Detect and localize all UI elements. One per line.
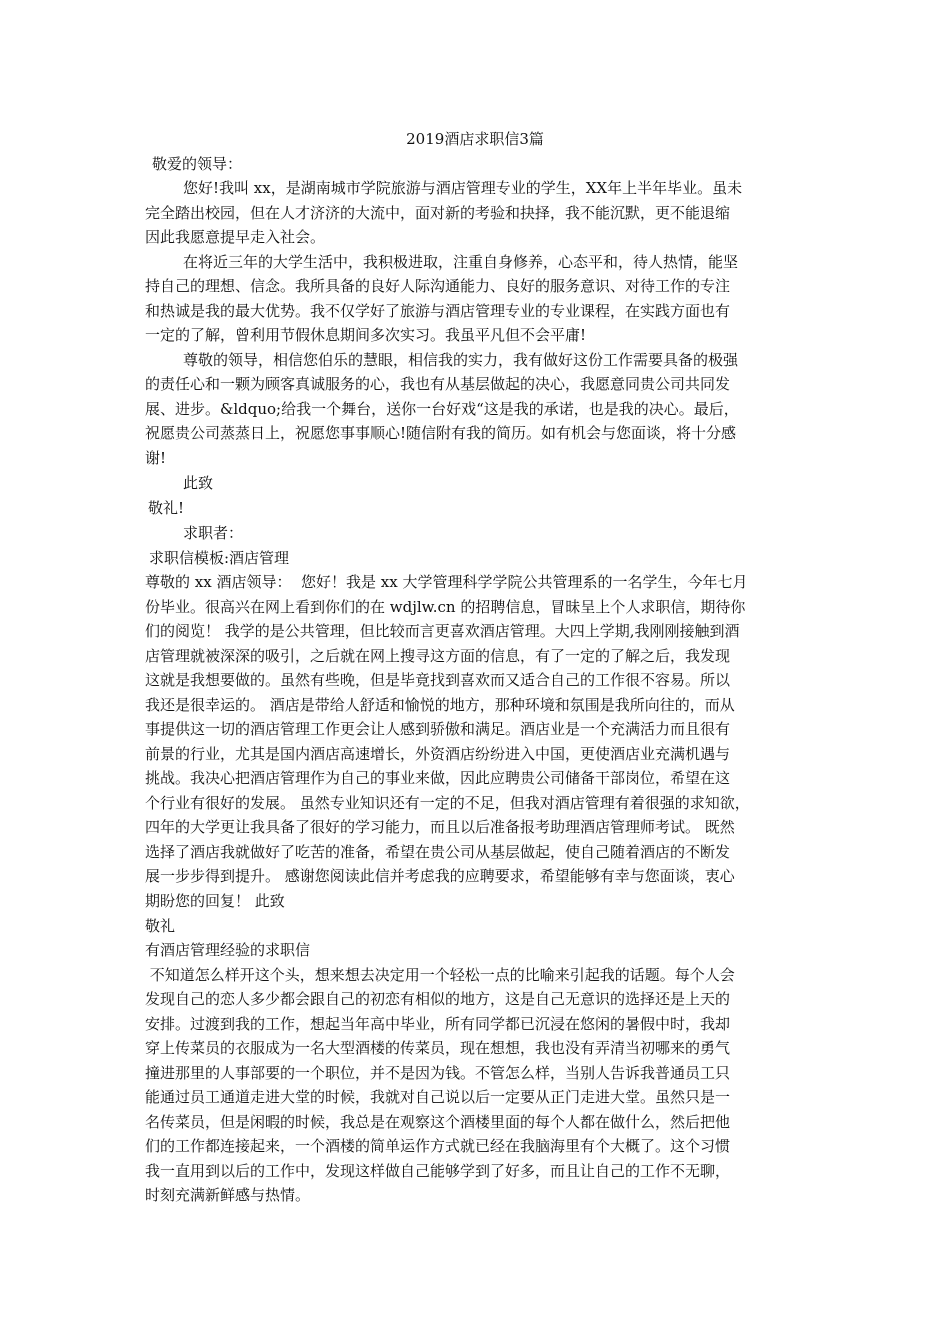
letter1-p3-line: 祝愿贵公司蒸蒸日上，祝愿您事事顺心!随信附有我的简历。如有机会与您面谈，将十分感 [145,424,737,442]
letter2-line: 尊敬的 xx 酒店领导： 您好！我是 xx 大学管理科学学院公共管理系的一名学生，今年七月 [145,573,748,591]
letter3-line: 能通过员工通道走进大堂的时候，我就对自己说以后一定要从正门走进大堂。虽然只是一 [145,1088,731,1106]
letter3-line: 们的工作都连接起来，一个酒楼的简单运作方式就已经在我脑海里有个大概了。这个习惯 [145,1137,731,1155]
letter2-line: 们的阅览！ 我学的是公共管理，但比较而言更喜欢酒店管理。大四上学期,我刚刚接触到酒 [145,622,740,640]
letter3-line: 安排。过渡到我的工作，想起当年高中毕业，所有同学都已沉浸在悠闲的暑假中时，我却 [145,1015,731,1033]
letter2-line: 选择了酒店我就做好了吃苦的准备，希望在贵公司从基层做起，使自己随着酒店的不断发 [145,843,731,861]
letter2-line: 我还是很幸运的。 酒店是带给人舒适和愉悦的地方，那种环境和氛围是我所向往的，而从 [145,696,735,714]
letter2-line: 个行业有很好的发展。 虽然专业知识还有一定的不足，但我对酒店管理有着很强的求知欲， [145,794,750,812]
letter1-p2-line: 在将近三年的大学生活中，我积极进取，注重自身修养，心态平和，待人热情，能坚 [183,253,739,271]
letter1-p2-line: 持自己的理想、信念。我所具备的良好人际沟通能力、良好的服务意识、对待工作的专注 [145,277,731,295]
letter3-line: 我一直用到以后的工作中，发现这样做自己能够学到了好多，而且让自己的工作不无聊， [145,1162,731,1180]
letter2-line: 店管理就被深深的吸引，之后就在网上搜寻这方面的信息，有了一定的了解之后，我发现 [145,647,731,665]
letter1-p3-line: 尊敬的领导，相信您伯乐的慧眼，相信我的实力，我有做好这份工作需要具备的极强 [183,351,739,369]
letter1-p2-line: 和热诚是我的最大优势。我不仅学好了旅游与酒店管理专业的专业课程，在实践方面也有 [145,302,731,320]
letter3-line: 撞进那里的人事部要的一个职位，并不是因为钱。不管怎么样，当别人告诉我普通员工只 [145,1064,731,1082]
letter1-p3-line: 展、进步。&ldquo;给我一个舞台，送你一台好戏“这是我的承诺，也是我的决心。最后， [145,400,739,418]
letter1-p3-line: 谢! [145,449,167,467]
letter2-closing: 敬礼 [145,917,176,935]
letter3-line: 时刻充满新鲜感与热情。 [145,1186,311,1204]
letter2-line: 挑战。我决心把酒店管理作为自己的事业来做，因此应聘贵公司储备干部岗位，希望在这 [145,769,731,787]
letter3-heading: 有酒店管理经验的求职信 [145,941,311,959]
letter1-signature: 求职者： [183,524,244,542]
letter3-line: 发现自己的恋人多少都会跟自己的初恋有相似的地方，这是自己无意识的选择还是上天的 [145,990,731,1008]
letter1-salutation: 敬爱的领导： [152,155,243,173]
letter2-line: 前景的行业，尤其是国内酒店高速增长，外资酒店纷纷进入中国，更使酒店业充满机遇与 [145,745,731,763]
letter1-p1-line: 完全踏出校园，但在人才济济的大流中，面对新的考验和抉择，我不能沉默，更不能退缩 [145,204,731,222]
letter2-line: 期盼您的回复！ 此致 [145,892,285,910]
letter2-heading: 求职信模板:酒店管理 [149,549,290,567]
letter1-closing: 此致 [183,474,214,492]
letter2-line: 份毕业。很高兴在网上看到你们的在 wdjlw.cn 的招聘信息，冒昧呈上个人求职信，期待你 [145,598,746,616]
letter2-line: 事提供这一切的酒店管理工作更会让人感到骄傲和满足。酒店业是一个充满活力而且很有 [145,720,731,738]
letter1-p1-line: 因此我愿意提早走入社会。 [145,228,326,246]
letter1-p1-line: 您好!我叫 xx，是湖南城市学院旅游与酒店管理专业的学生，XX年上半年毕业。虽未 [183,179,743,197]
letter3-line: 穿上传菜员的衣服成为一名大型酒楼的传菜员，现在想想，我也没有弄清当初哪来的勇气 [145,1039,731,1057]
letter1-regards: 敬礼! [148,499,185,517]
letter3-line: 名传菜员，但是闲暇的时候，我总是在观察这个酒楼里面的每个人都在做什么，然后把他 [145,1113,731,1131]
document-title: 2019酒店求职信3篇 [406,130,544,148]
letter2-line: 展一步步得到提升。 感谢您阅读此信并考虑我的应聘要求，希望能够有幸与您面谈，衷心 [145,867,735,885]
letter3-line: 不知道怎么样开这个头，想来想去决定用一个轻松一点的比喻来引起我的话题。每个人会 [145,966,735,984]
letter1-p2-line: 一定的了解，曾利用节假休息期间多次实习。我虽平凡但不会平庸! [145,326,587,344]
letter2-line: 这就是我想要做的。虽然有些晚，但是毕竟找到喜欢而又适合自己的工作很不容易。所以 [145,671,731,689]
letter2-line: 四年的大学更让我具备了很好的学习能力，而且以后准备报考助理酒店管理师考试。 既然 [145,818,735,836]
letter1-p3-line: 的责任心和一颗为顾客真诚服务的心，我也有从基层做起的决心，我愿意同贵公司共同发 [145,375,731,393]
